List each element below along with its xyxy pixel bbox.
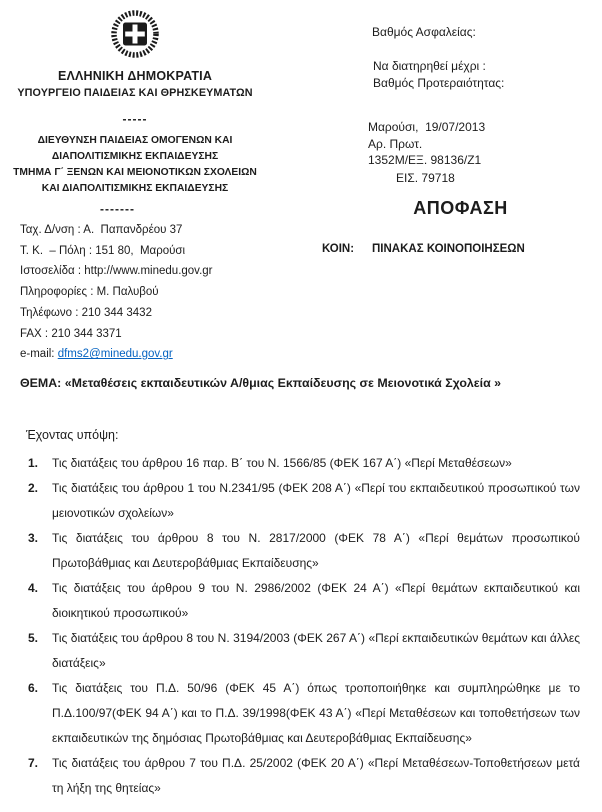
protocol-label: Αρ. Πρωτ. [368,137,423,151]
fax-number: FAX : 210 344 3371 [20,327,122,340]
email-label: e-mail: [20,348,55,361]
item-text: Τις διατάξεις του άρθρου 16 παρ. Β΄ του Ν. 1566/85 (ΦΕΚ 167 Α΄) «Περί Μεταθέσεων» [52,456,512,470]
item-number: 3. [28,531,39,545]
city-date: Μαρούσι, 19/07/2013 [368,120,486,134]
ministry-title: ΥΠΟΥΡΓΕΙΟ ΠΑΙΔΕΙΑΣ ΚΑΙ ΘΡΗΣΚΕΥΜΑΤΩΝ [17,87,253,99]
decision-title: ΑΠΟΦΑΣΗ [413,198,508,218]
header-divider: ----- [122,112,148,126]
item-text: Τις διατάξεις του άρθρου 1 του Ν.2341/95 (ΦΕΚ 208 Α΄) «Περί του εκπαιδευτικού προσωπικού των μειονοτικών σχολείων» [52,481,580,520]
list-item [28,476,580,526]
item-number: 7. [28,756,39,770]
item-text: Τις διατάξεις του άρθρου 9 του Ν. 2986/2002 (ΦΕΚ 24 Α΄) «Περί θεμάτων εκπαιδευτικού και διοικητικού προσωπικού» [52,581,580,620]
list-item [28,626,580,676]
greek-coat-of-arms-icon [109,6,161,65]
postal-address: Ταχ. Δ/νση : Α. Παπανδρέου 37 [20,224,183,236]
koin-label: ΚΟΙΝ: [322,243,355,255]
list-item [28,676,580,751]
distribution-row [322,243,525,255]
item-number: 5. [28,631,39,645]
item-text: Τις διατάξεις του άρθρου 8 του Ν. 3194/2003 (ΦΕΚ 267 Α΄) «Περί εκπαιδευτικών θεμάτων και άλλες διατάξεις» [52,631,580,670]
republic-title: ΕΛΛΗΝΙΚΗ ΔΗΜΟΚΡΑΤΙΑ [57,69,213,83]
department-line: ΤΜΗΜΑ Γ΄ ΞΕΝΩΝ ΚΑΙ ΜΕΙΟΝΟΤΙΚΩΝ ΣΧΟΛΕΙΩΝ [13,167,257,178]
list-item [28,576,580,626]
department-line: ΚΑΙ ΔΙΑΠΟΛΙΤΙΣΜΙΚΗΣ ΕΚΠΑΙΔΕΥΣΗΣ [41,183,229,194]
item-number: 4. [28,581,39,595]
legal-references-list [28,451,580,801]
priority-level-label: Βαθμός Προτεραιότητας: [373,76,505,90]
department-line: ΔΙΑΠΟΛΙΤΙΣΜΙΚΗΣ ΕΚΠΑΙΔΕΥΣΗΣ [51,151,219,162]
postal-code-city: Τ. Κ. – Πόλη : 151 80, Μαρούσι [20,244,186,257]
koin-value: ΠΙΝΑΚΑΣ ΚΟΙΝΟΠΟΙΗΣΕΩΝ [372,243,525,255]
information-contact: Πληροφορίες : Μ. Παλυβού [20,286,159,299]
item-number: 2. [28,481,39,495]
item-number: 6. [28,681,39,695]
protocol-number: 1352Μ/ΕΞ. 98136/Ζ1 [368,153,482,167]
having-regard-label: Έχοντας υπόψη: [26,428,119,442]
department-line: ΔΙΕΥΘΥΝΣΗ ΠΑΙΔΕΙΑΣ ΟΜΟΓΕΝΩΝ ΚΑΙ [37,135,233,146]
subject-line: ΘΕΜΑ: «Μεταθέσεις εκπαιδευτικών Α/θμιας Εκπαίδευσης σε Μειονοτικά Σχολεία » [20,376,502,390]
item-text: Τις διατάξεις του άρθρου 8 του Ν. 2817/2000 (ΦΕΚ 78 Α΄) «Περί θεμάτων προσωπικού Πρωτοβάθμιας και Δευτεροβάθμιας Εκπαίδευσης» [52,531,580,570]
list-item [28,526,580,576]
item-text: Τις διατάξεις του Π.Δ. 50/96 (ΦΕΚ 45 Α΄) όπως τροποποιήθηκε και συμπληρώθηκε με το Π.Δ.100/97(ΦΕΚ 94 Α΄) και το Π.Δ. 39/1998(ΦΕΚ 43 Α΄) «Περί Μεταθέσεων και τοποθετήσεων των εκπαιδευτικών της δημόσιας Πρωτοβάθμιας και Δευτεροβάθμιας Εκπαίδευσης» [52,681,580,745]
website: Ιστοσελίδα : http://www.minedu.gov.gr [20,265,213,278]
keep-until-label: Να διατηρηθεί μέχρι : [373,59,486,73]
list-item [28,451,580,476]
email-link[interactable]: dfms2@minedu.gov.gr [57,348,173,361]
incoming-number: ΕΙΣ. 79718 [396,171,455,185]
item-number: 1. [28,456,39,470]
ministry-header-block [5,6,265,197]
list-item [28,751,580,801]
contact-divider: ------- [100,202,135,216]
item-text: Τις διατάξεις του άρθρου 7 του Π.Δ. 25/2002 (ΦΕΚ 20 Α΄) «Περί Μεταθέσεων-Τοποθετήσεων μετά τη λήξη της θητείας» [52,756,580,795]
security-level-label: Βαθμός Ασφαλείας: [372,25,476,39]
contact-block [20,220,340,365]
telephone: Τηλέφωνο : 210 344 3432 [20,306,152,319]
